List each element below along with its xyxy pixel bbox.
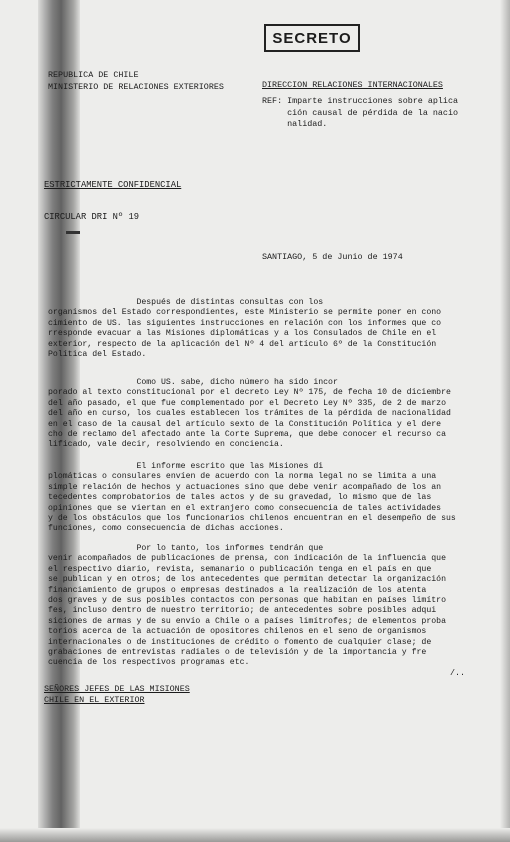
secret-stamp: SECRETO	[264, 24, 360, 52]
scan-bottom-shadow	[0, 828, 510, 842]
scan-edge-shadow	[500, 0, 510, 842]
reference-text: REF: Imparte instrucciones sobre aplica ción causal de pérdida de la nacio nalidad.	[262, 96, 459, 130]
paragraph-3: El informe escrito que las Misiones di plomáticas o consulares envíen de acuerdo con la norma legal no se limita a una simple relación de hechos y actuaciones sino que debe venir acompañado de los an tecedentes comprobatorios de tales actos y de su gravedad, lo mismo que de las opiniones que se viertan en el extranjero como consecuencia de tales actividades y de los obstáculos que los funcionarios chilenos encuentran en el desempeño de sus funciones, como consecuencia de dichas acciones.	[48, 462, 456, 534]
recipients-line-2: CHILE EN EL EXTERIOR	[44, 695, 145, 705]
punch-mark	[66, 231, 80, 234]
date-line: SANTIAGO, 5 de Junio de 1974	[262, 252, 403, 262]
direction-heading: DIRECCION RELACIONES INTERNACIONALES	[262, 80, 443, 90]
classification-label: ESTRICTAMENTE CONFIDENCIAL	[44, 180, 182, 190]
recipients-line-1: SEÑORES JEFES DE LAS MISIONES	[44, 684, 190, 694]
paragraph-1: Después de distintas consultas con los organismos del Estado correspondientes, este Ministerio se permite poner en cono cimiento de US. las siguientes instrucciones en relación con los informes que co rresponde evacuar a las Misiones diplomáticas y a los Consulados de Chile en el exterior, respecto de la aplicación del Nº 4 del artículo 6º de la Constitución Política del Estado.	[48, 298, 442, 360]
sender-ministry: MINISTERIO DE RELACIONES EXTERIORES	[48, 82, 224, 92]
paragraph-4: Por lo tanto, los informes tendrán que venir acompañados de publicaciones de prensa, con indicación de la influencia que el respectivo diario, revista, semanario o publicación tenga en el país en que se publican y en otros; de los antecedentes que permitan detectar la organización financiamiento de grupos o empresas destinados a la realización de los atenta dos graves y de sus posibles contactos con personas que habitan en países limítro fes, incluso dentro de nuestro territorio; de antecedentes sobre posibles adqui siciones de armas y de su envío a Chile o a países limítrofes; de elementos proba torios acerca de la actuación de opositores chilenos en el seno de organismos internacionales o de instituciones de crédito o fomento de cualquier clase; de grabaciones de entrevistas radiales o de televisión y de la importancia y fre cuencia de los respectivos programas etc.	[48, 544, 446, 668]
circular-number: CIRCULAR DRI Nº 19	[44, 212, 140, 222]
paragraph-2: Como US. sabe, dicho número ha sido incor porado al texto constitucional por el decreto Ley Nº 175, de fecha 10 de diciembre del año pasado, el que fue complementado por el Decreto Ley Nº 335, de 2 de marzo del año en curso, los cuales establecen los trámites de la pérdida de nacionalidad en el caso de la causal del artículo sexto de la Constitución Política y el dere cho de reclamo del afectado ante la Corte Suprema, que debe conocer el recurso ca lificado, vale decir, resolviendo en conciencia.	[48, 378, 451, 450]
continuation-mark: /..	[450, 668, 466, 678]
sender-country: REPUBLICA DE CHILE	[48, 70, 139, 80]
